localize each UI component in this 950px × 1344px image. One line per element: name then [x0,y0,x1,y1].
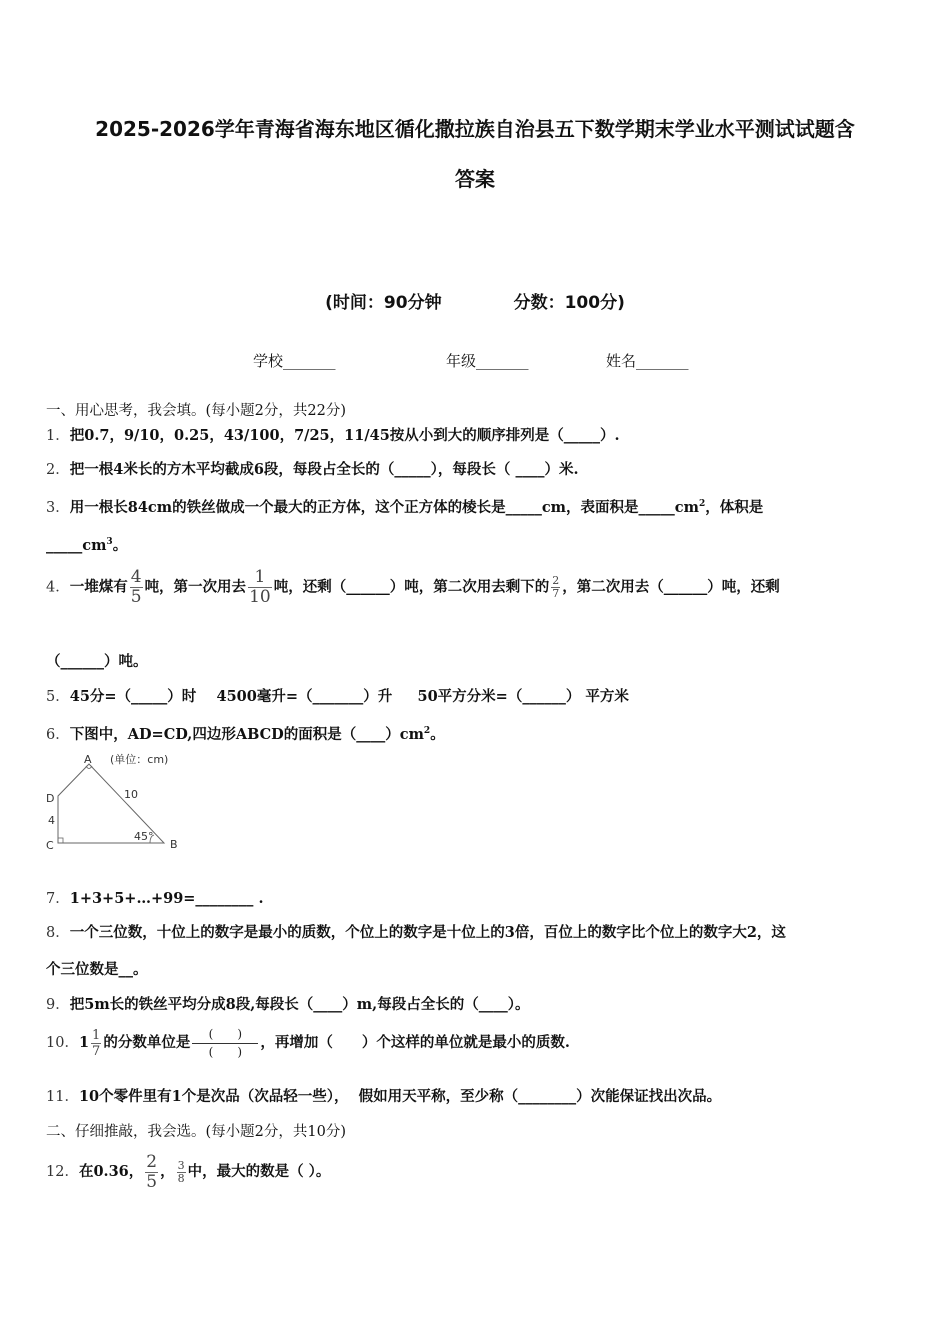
question-number: 7． [46,891,70,907]
question-text: ，体积是 [705,498,764,516]
question-text: 。 [430,725,445,743]
question-text: 中，最大的数是（ ）。 [187,1163,331,1180]
denominator: 7 [552,587,560,600]
superscript: 2 [423,726,431,736]
numerator: ( ) [192,1026,258,1044]
exam-score: 分数：100分) [513,293,625,313]
question-9 [46,995,529,1015]
numerator: 4 [130,567,142,587]
superscript: 2 [698,499,706,509]
question-text: 下图中，AD=CD,四边形ABCD的面积是（____）cm [69,725,424,743]
denominator: ( ) [208,1044,243,1059]
fraction [91,1028,101,1059]
fraction [248,568,272,607]
question-text: 吨，还剩（______）吨，第二次用去剩下的 [273,578,550,596]
quadrilateral-figure [44,752,194,856]
length-ab: 10 [124,788,138,801]
exam-info [0,288,950,313]
question-text: 45分=（_____）时 4500毫升=（_______）升 50平方分米=（______） 平方米 [69,688,629,705]
question-text: 把一根4米长的方木平均截成6段，每段占全长的（_____），每段长（ ____）米. [69,461,579,478]
question-text: 在0.36， [78,1163,144,1180]
question-8-continued [46,960,148,980]
question-number: 8． [46,925,70,941]
numerator: 2 [146,1151,158,1172]
question-number: 3． [46,499,70,516]
question-number: 5． [46,689,70,705]
question-text: 。 [112,536,128,554]
right-angle-mark [58,838,63,843]
question-3-continued [46,532,127,556]
question-2 [46,460,579,480]
answer-fraction-blank [192,1026,258,1061]
question-number: 11． [46,1089,79,1105]
question-number: 12． [46,1164,79,1180]
question-number: 1． [46,428,70,444]
length-dc: 4 [48,814,55,827]
label-d: D [46,792,55,805]
document-title-line1: 2025-2026学年青海省海东地区循化撒拉族自治县五下数学期末学业水平测试试题含 [95,117,855,141]
section-2-heading: 二、仔细推敲，我会选。(每小题2分，共10分) [46,1124,346,1140]
question-number: 4． [46,579,70,596]
numerator: 1 [92,1027,101,1043]
question-text: 用一根长84cm的铁丝做成一个最大的正方体，这个正方体的棱长是_____cm，表面积是_____cm [69,498,699,516]
question-5 [46,687,629,707]
question-4 [46,568,780,607]
numerator: 2 [552,574,560,587]
question-11 [46,1087,721,1107]
question-7 [46,889,264,909]
question-4-continued [46,652,148,672]
question-text: 1+3+5+…+99=________ . [69,890,264,907]
question-text: 吨，第一次用去 [144,578,247,596]
section-1-heading: 一、用心思考，我会填。(每小题2分，共22分) [46,403,346,419]
question-number: 9． [46,997,70,1013]
question-text: （______）吨。 [46,653,148,670]
question-number: 2． [46,462,70,478]
fraction [551,575,560,600]
label-a: A [84,753,92,766]
question-text: 一堆煤有 [69,578,128,596]
question-6 [46,721,445,745]
numerator: 1 [248,568,272,588]
fraction [177,1160,186,1185]
denominator: 5 [146,1171,158,1192]
question-10 [46,1024,570,1062]
exam-time: (时间：90分钟 [325,293,442,313]
question-3 [46,494,763,518]
question-text: ，第二次用去（______）吨，还剩 [562,578,780,596]
question-12 [46,1150,330,1194]
question-text: 把0.7，9/10，0.25，43/100，7/25，11/45按从小到大的顺序排列是（_____）. [69,427,620,444]
question-text: 把5m长的铁丝平均分成8段,每段长（____）m,每段占全长的（____）。 [69,996,530,1013]
label-b: B [170,838,178,851]
label-c: C [46,839,54,852]
school-field: 学校_______ [253,352,336,370]
question-number: 10． [46,1035,79,1051]
question-text: 的分数单位是 [103,1034,191,1051]
name-field: 姓名_______ [606,352,689,370]
document-title-line2: 答案 [455,167,495,191]
question-8 [46,923,786,943]
fraction [145,1153,158,1192]
denominator: 10 [249,587,271,607]
question-1 [46,426,620,446]
unit-label: (单位：cm) [110,753,169,766]
angle-b-label: 45° [134,830,154,843]
denominator: 8 [177,1171,185,1185]
separator: ， [160,1163,175,1180]
question-text: ，再增加（ ）个这样的单位就是最小的质数. [260,1034,570,1051]
question-text: _____cm [46,536,107,554]
numerator: 3 [177,1158,185,1172]
denominator: 5 [130,587,142,607]
grade-field: 年级_______ [446,352,529,370]
denominator: 7 [92,1043,101,1059]
mixed-number-whole: 1 [78,1034,90,1051]
question-text: 10个零件里有1个是次品（次品轻一些）， 假如用天平称，至少称（________）次能保证找出次品。 [78,1088,722,1105]
question-text: 一个三位数，十位上的数字是最小的质数，个位上的数字是十位上的3倍，百位上的数字比个位上的数字大2，这 [69,924,786,941]
question-text: 个三位数是__。 [46,961,148,978]
superscript: 3 [106,537,113,547]
question-number: 6． [46,726,70,743]
fraction [130,568,143,607]
